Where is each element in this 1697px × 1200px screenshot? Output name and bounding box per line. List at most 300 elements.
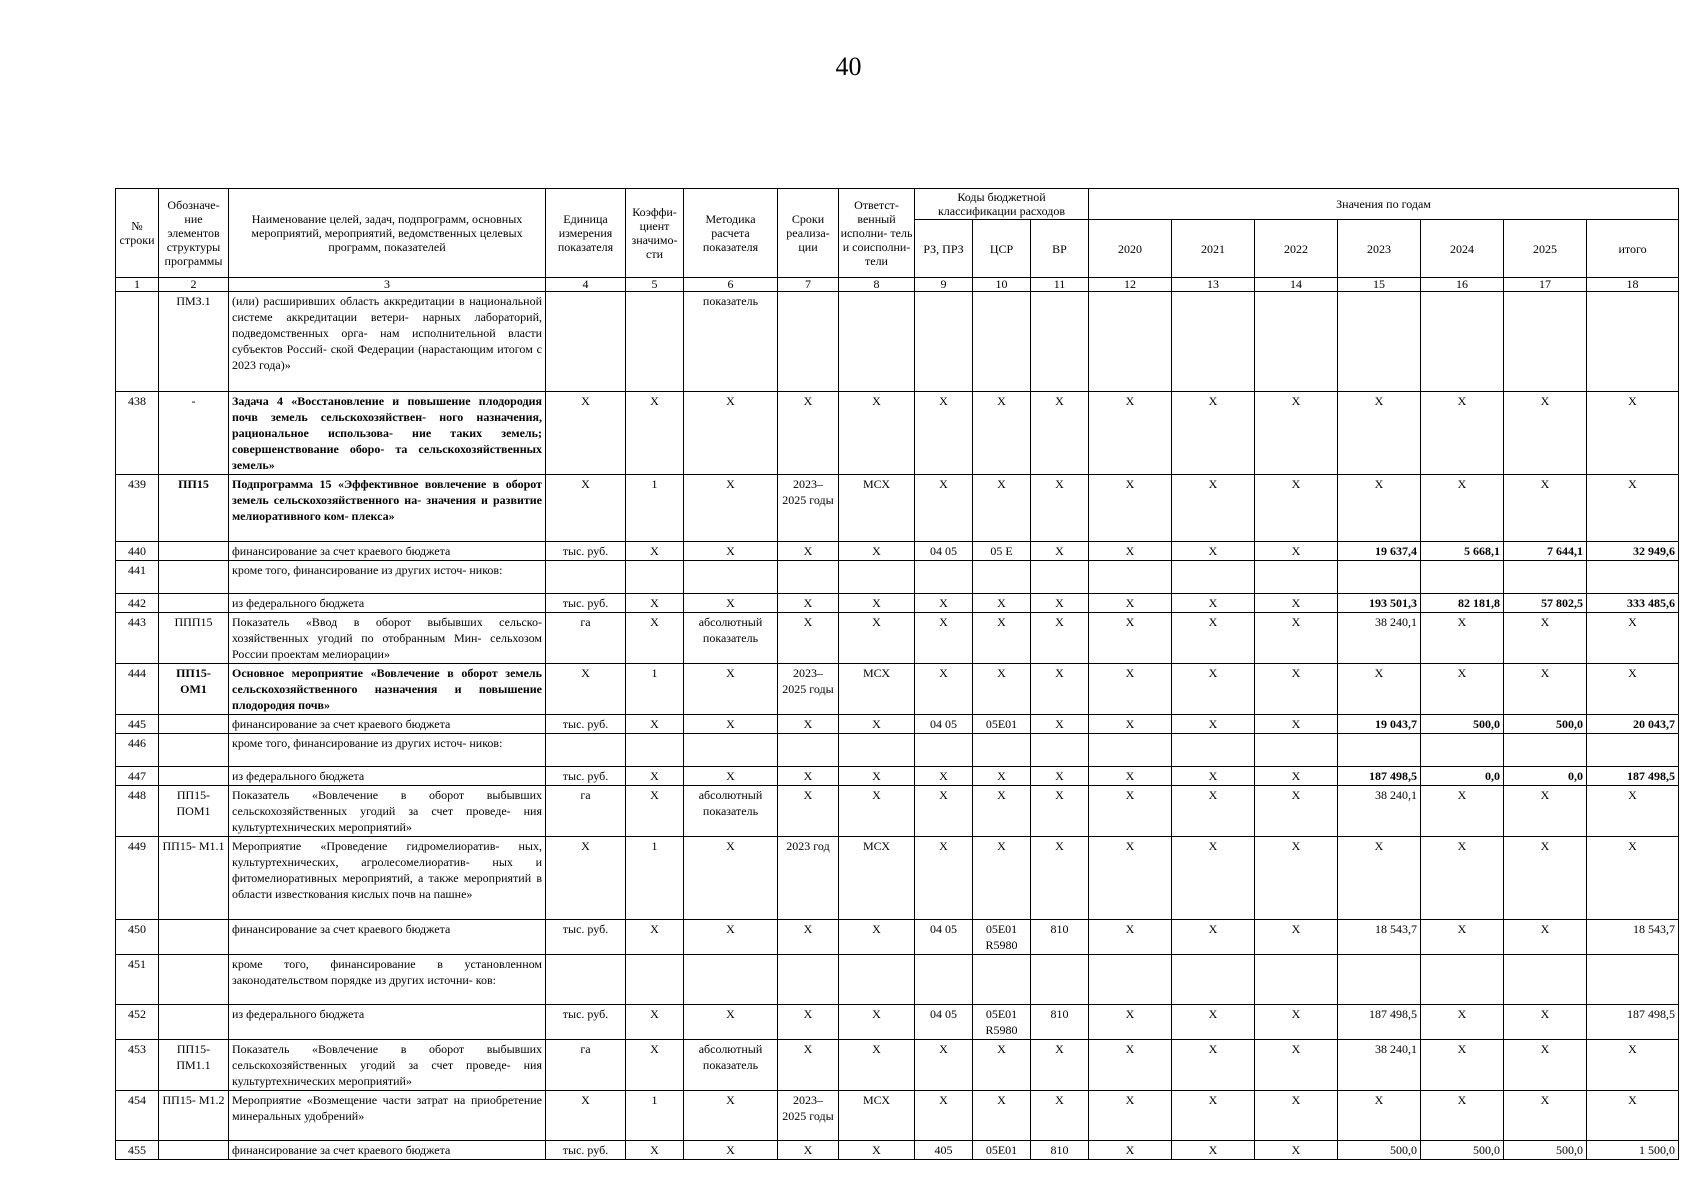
cell-year-2024: X [1421,786,1504,837]
cell-coefficient: X [626,715,684,734]
cell-unit: тыс. руб. [546,715,626,734]
cell-year-2025: 0,0 [1504,767,1587,786]
cell-year-2020: X [1089,715,1172,734]
cell-responsible: X [839,1141,915,1160]
cell-terms: X [778,786,839,837]
column-number: 3 [229,278,546,292]
cell-year-2022: X [1255,1141,1338,1160]
cell-name: Показатель «Вовлечение в оборот выбывших сельскохозяйственных угодий за счет проведе- ния культуртехнических мероприятий» [229,1040,546,1091]
cell-year-2020: X [1089,786,1172,837]
cell-rz-prz: X [915,1091,973,1141]
cell-coefficient: 1 [626,475,684,542]
cell-method: абсолютный показатель [684,786,778,837]
cell-designation [159,561,229,594]
cell-year-2022: X [1255,1091,1338,1141]
cell-year-2020: X [1089,475,1172,542]
column-number: 13 [1172,278,1255,292]
cell-designation [159,955,229,1005]
cell-name: кроме того, финансирование из других источ- ников: [229,561,546,594]
cell-year-2020: X [1089,1091,1172,1141]
table-row [116,715,1679,734]
cell-row-number: 454 [116,1091,159,1141]
cell-rz-prz: X [915,613,973,664]
cell-total: X [1587,392,1679,475]
cell-designation: - [159,392,229,475]
cell-method: X [684,1005,778,1040]
cell-designation: ПП15- М1.2 [159,1091,229,1141]
cell-terms [778,292,839,392]
header-vr: ВР [1031,220,1089,278]
cell-year-2021: X [1172,1141,1255,1160]
cell-vr: 810 [1031,1005,1089,1040]
column-number: 5 [626,278,684,292]
cell-coefficient: X [626,1005,684,1040]
cell-total: 333 485,6 [1587,594,1679,613]
cell-year-2022: X [1255,786,1338,837]
cell-total: X [1587,664,1679,715]
cell-year-2025: X [1504,786,1587,837]
column-number: 16 [1421,278,1504,292]
cell-unit: X [546,664,626,715]
table-row [116,292,1679,392]
column-number: 4 [546,278,626,292]
header-terms: Сроки реализа- ции [778,189,839,278]
table-row [116,786,1679,837]
cell-year-2024: X [1421,1040,1504,1091]
header-row-number: № строки [116,189,159,278]
cell-name: кроме того, финансирование в установленном законодательством порядке из других источни- ков: [229,955,546,1005]
column-number: 10 [973,278,1031,292]
cell-year-2025: 500,0 [1504,715,1587,734]
header-total: итого [1587,220,1679,278]
cell-year-2022: X [1255,1005,1338,1040]
cell-year-2021: X [1172,837,1255,920]
cell-coefficient: X [626,1141,684,1160]
cell-vr: X [1031,594,1089,613]
cell-designation: ПП15- ПОМ1 [159,786,229,837]
cell-unit: X [546,475,626,542]
cell-responsible [839,561,915,594]
column-numbers-row [116,278,1679,292]
cell-rz-prz: 405 [915,1141,973,1160]
cell-terms: X [778,715,839,734]
cell-name: из федерального бюджета [229,594,546,613]
header-unit: Единица измерения показателя [546,189,626,278]
cell-coefficient [626,955,684,1005]
column-number: 1 [116,278,159,292]
header-coefficient: Коэффи- циент значимо- сти [626,189,684,278]
cell-row-number: 443 [116,613,159,664]
cell-total: X [1587,837,1679,920]
cell-vr: X [1031,1091,1089,1141]
cell-year-2020: X [1089,392,1172,475]
cell-responsible: X [839,542,915,561]
cell-year-2020: X [1089,1040,1172,1091]
cell-csr: 05Е01 R5980 [973,1005,1031,1040]
cell-year-2020: X [1089,1141,1172,1160]
cell-year-2021: X [1172,786,1255,837]
cell-terms: 2023– 2025 годы [778,664,839,715]
cell-rz-prz: 04 05 [915,1005,973,1040]
column-number: 15 [1338,278,1421,292]
cell-csr: 05Е01 [973,1141,1031,1160]
cell-vr: X [1031,767,1089,786]
cell-unit: га [546,786,626,837]
cell-csr: 05Е01 [973,715,1031,734]
column-number: 7 [778,278,839,292]
cell-total [1587,955,1679,1005]
cell-year-2022: X [1255,1040,1338,1091]
cell-year-2022 [1255,292,1338,392]
cell-coefficient: X [626,613,684,664]
table-row [116,1005,1679,1040]
cell-method: X [684,715,778,734]
cell-responsible: X [839,786,915,837]
cell-year-2021 [1172,955,1255,1005]
cell-terms [778,955,839,1005]
column-number: 9 [915,278,973,292]
cell-rz-prz [915,292,973,392]
cell-year-2024 [1421,292,1504,392]
cell-year-2021: X [1172,594,1255,613]
cell-year-2021: X [1172,392,1255,475]
table-row [116,1141,1679,1160]
header-year-2025: 2025 [1504,220,1587,278]
cell-year-2022: X [1255,664,1338,715]
cell-year-2023: X [1338,664,1421,715]
cell-method: показатель [684,292,778,392]
cell-vr [1031,955,1089,1005]
cell-name: Мероприятие «Возмещение части затрат на приобретение минеральных удобрений» [229,1091,546,1141]
cell-designation: ППП15 [159,613,229,664]
table-row [116,594,1679,613]
cell-designation [159,1141,229,1160]
program-table [115,188,1679,1160]
cell-unit [546,292,626,392]
cell-year-2023 [1338,734,1421,767]
cell-year-2024 [1421,955,1504,1005]
table-row [116,955,1679,1005]
cell-csr: X [973,392,1031,475]
cell-row-number: 452 [116,1005,159,1040]
cell-unit [546,561,626,594]
cell-year-2025 [1504,955,1587,1005]
cell-csr: 05Е01 R5980 [973,920,1031,955]
cell-total: 187 498,5 [1587,1005,1679,1040]
cell-responsible: X [839,920,915,955]
cell-year-2022: X [1255,767,1338,786]
cell-csr [973,561,1031,594]
cell-csr: X [973,1040,1031,1091]
table-row [116,1040,1679,1091]
cell-year-2022 [1255,561,1338,594]
cell-designation: ПП15- М1.1 [159,837,229,920]
cell-year-2023: X [1338,392,1421,475]
cell-year-2022: X [1255,837,1338,920]
cell-year-2023: 500,0 [1338,1141,1421,1160]
cell-row-number: 444 [116,664,159,715]
cell-year-2021: X [1172,1040,1255,1091]
cell-unit [546,734,626,767]
cell-method: X [684,475,778,542]
cell-designation [159,767,229,786]
cell-method: X [684,837,778,920]
cell-row-number: 455 [116,1141,159,1160]
cell-terms: X [778,1040,839,1091]
cell-name: финансирование за счет краевого бюджета [229,715,546,734]
cell-csr: 05 Е [973,542,1031,561]
cell-year-2020: X [1089,542,1172,561]
cell-total: X [1587,786,1679,837]
table-row [116,561,1679,594]
cell-total: 18 543,7 [1587,920,1679,955]
cell-row-number: 445 [116,715,159,734]
cell-unit: га [546,1040,626,1091]
cell-year-2025: 7 644,1 [1504,542,1587,561]
cell-method: абсолютный показатель [684,613,778,664]
cell-responsible [839,734,915,767]
cell-year-2023: 38 240,1 [1338,613,1421,664]
cell-rz-prz: X [915,392,973,475]
column-number: 11 [1031,278,1089,292]
cell-total: X [1587,475,1679,542]
cell-year-2025: X [1504,1005,1587,1040]
cell-csr [973,734,1031,767]
cell-year-2020: X [1089,1005,1172,1040]
cell-year-2024: X [1421,475,1504,542]
cell-designation [159,734,229,767]
cell-coefficient: X [626,542,684,561]
cell-year-2024: X [1421,664,1504,715]
cell-year-2024: X [1421,1005,1504,1040]
cell-row-number: 440 [116,542,159,561]
cell-unit: тыс. руб. [546,542,626,561]
cell-year-2025 [1504,292,1587,392]
cell-terms: X [778,920,839,955]
cell-terms: 2023– 2025 годы [778,1091,839,1141]
cell-year-2021: X [1172,542,1255,561]
cell-year-2025: 500,0 [1504,1141,1587,1160]
cell-responsible: МСХ [839,1091,915,1141]
cell-year-2020: X [1089,767,1172,786]
cell-csr [973,292,1031,392]
table-row [116,837,1679,920]
cell-terms: X [778,767,839,786]
table-row [116,392,1679,475]
cell-method: X [684,1091,778,1141]
cell-unit: га [546,613,626,664]
cell-designation: ПМЗ.1 [159,292,229,392]
cell-responsible [839,955,915,1005]
cell-total: X [1587,1040,1679,1091]
table-row [116,1091,1679,1141]
cell-year-2023: X [1338,475,1421,542]
header-year-2021: 2021 [1172,220,1255,278]
cell-row-number: 446 [116,734,159,767]
cell-terms: X [778,542,839,561]
cell-rz-prz [915,734,973,767]
cell-year-2024: 82 181,8 [1421,594,1504,613]
cell-designation: ПП15- ПМ1.1 [159,1040,229,1091]
cell-year-2020: X [1089,613,1172,664]
cell-name: Основное мероприятие «Вовлечение в оборот земель сельскохозяйственного назначения и повышение плодородия почв» [229,664,546,715]
cell-year-2021: X [1172,920,1255,955]
cell-name: из федерального бюджета [229,767,546,786]
cell-year-2025 [1504,561,1587,594]
table-row [116,475,1679,542]
cell-coefficient: X [626,920,684,955]
cell-name: (или) расширивших область аккредитации в национальной системе аккредитации ветери- нарных лабораторий, подведомственных орга- нам исполнительной власти субъектов Россий- ской Федерации (нарастающим итогом с 2023 года)» [229,292,546,392]
cell-coefficient: 1 [626,1091,684,1141]
cell-year-2020: X [1089,664,1172,715]
cell-name: кроме того, финансирование из других источ- ников: [229,734,546,767]
cell-year-2024 [1421,561,1504,594]
cell-terms: 2023 год [778,837,839,920]
cell-year-2025: X [1504,475,1587,542]
table-row [116,734,1679,767]
cell-total: 32 949,6 [1587,542,1679,561]
cell-method [684,955,778,1005]
cell-name: из федерального бюджета [229,1005,546,1040]
cell-year-2020: X [1089,920,1172,955]
cell-name: Подпрограмма 15 «Эффективное вовлечение в оборот земель сельскохозяйственного на- значения и развитие мелиоративного ком- плекса» [229,475,546,542]
header-method: Методика расчета показателя [684,189,778,278]
table-body [116,292,1679,1160]
cell-responsible [839,292,915,392]
cell-designation [159,920,229,955]
cell-csr [973,955,1031,1005]
cell-terms [778,561,839,594]
table-row [116,613,1679,664]
cell-method: X [684,767,778,786]
cell-rz-prz: 04 05 [915,715,973,734]
cell-csr: X [973,837,1031,920]
cell-csr: X [973,594,1031,613]
cell-name: Мероприятие «Проведение гидромелиоратив- ных, культуртехнических, агролесомелиоратив- ных и фитомелиоративных мероприятий, а также мероприятий в области известкования кислых почв на пашне» [229,837,546,920]
header-designation: Обозначе- ние элементов структуры программы [159,189,229,278]
cell-year-2024 [1421,734,1504,767]
cell-year-2023 [1338,955,1421,1005]
header-budget-codes: Коды бюджетной классификации расходов [915,189,1089,220]
header-year-2024: 2024 [1421,220,1504,278]
cell-row-number: 453 [116,1040,159,1091]
cell-year-2021: X [1172,1005,1255,1040]
cell-year-2023: 187 498,5 [1338,767,1421,786]
cell-responsible: X [839,767,915,786]
cell-vr: X [1031,786,1089,837]
cell-year-2022 [1255,734,1338,767]
cell-year-2023: 187 498,5 [1338,1005,1421,1040]
cell-year-2022: X [1255,542,1338,561]
cell-year-2021: X [1172,767,1255,786]
cell-terms [778,734,839,767]
cell-name: финансирование за счет краевого бюджета [229,542,546,561]
cell-total: 1 500,0 [1587,1141,1679,1160]
cell-unit: X [546,392,626,475]
header-year-2020: 2020 [1089,220,1172,278]
cell-designation [159,1005,229,1040]
cell-year-2022: X [1255,613,1338,664]
column-number: 17 [1504,278,1587,292]
cell-vr: X [1031,392,1089,475]
cell-designation [159,594,229,613]
cell-terms: X [778,392,839,475]
cell-coefficient [626,734,684,767]
cell-total: X [1587,613,1679,664]
cell-year-2022: X [1255,594,1338,613]
column-number: 14 [1255,278,1338,292]
cell-year-2022: X [1255,920,1338,955]
cell-year-2021 [1172,292,1255,392]
cell-name: Показатель «Вовлечение в оборот выбывших сельскохозяйственных угодий за счет проведе- ния культуртехнических мероприятий» [229,786,546,837]
cell-terms: X [778,594,839,613]
cell-responsible: X [839,392,915,475]
cell-row-number: 442 [116,594,159,613]
cell-rz-prz: X [915,475,973,542]
cell-year-2025: X [1504,664,1587,715]
cell-unit: X [546,1091,626,1141]
cell-year-2023: X [1338,837,1421,920]
cell-terms: X [778,613,839,664]
cell-total: 187 498,5 [1587,767,1679,786]
table-row [116,920,1679,955]
cell-method: X [684,594,778,613]
cell-year-2021: X [1172,715,1255,734]
header-rz-prz: РЗ, ПРЗ [915,220,973,278]
cell-name: Задача 4 «Восстановление и повышение плодородия почв земель сельскохозяйствен- ного назначения, рациональное использова- ние таких земель; совершенствование оборо- та сельскохозяйственных земель» [229,392,546,475]
cell-year-2023 [1338,292,1421,392]
cell-vr: X [1031,837,1089,920]
cell-row-number: 448 [116,786,159,837]
cell-year-2023: 18 543,7 [1338,920,1421,955]
page-number: 40 [835,52,862,81]
cell-responsible: X [839,715,915,734]
cell-year-2023: X [1338,1091,1421,1141]
cell-csr: X [973,1091,1031,1141]
cell-vr [1031,561,1089,594]
cell-coefficient: X [626,786,684,837]
cell-row-number: 447 [116,767,159,786]
cell-year-2024: 0,0 [1421,767,1504,786]
header-values-by-year: Значения по годам [1089,189,1679,220]
cell-year-2022: X [1255,715,1338,734]
cell-unit: тыс. руб. [546,767,626,786]
cell-year-2020 [1089,561,1172,594]
column-number: 12 [1089,278,1172,292]
cell-year-2021: X [1172,613,1255,664]
cell-vr: X [1031,475,1089,542]
cell-coefficient [626,292,684,392]
cell-method [684,734,778,767]
cell-method: X [684,542,778,561]
cell-coefficient: 1 [626,664,684,715]
header-responsible: Ответст- венный исполни- тель и соисполни- тели [839,189,915,278]
cell-year-2023: 193 501,3 [1338,594,1421,613]
cell-coefficient: X [626,594,684,613]
column-number: 6 [684,278,778,292]
cell-year-2025: X [1504,613,1587,664]
cell-vr: 810 [1031,920,1089,955]
cell-year-2024: X [1421,613,1504,664]
cell-coefficient: X [626,767,684,786]
cell-row-number: 451 [116,955,159,1005]
cell-method: X [684,1141,778,1160]
cell-year-2022: X [1255,475,1338,542]
cell-unit [546,955,626,1005]
cell-vr: X [1031,715,1089,734]
cell-terms: X [778,1141,839,1160]
cell-responsible: МСХ [839,475,915,542]
